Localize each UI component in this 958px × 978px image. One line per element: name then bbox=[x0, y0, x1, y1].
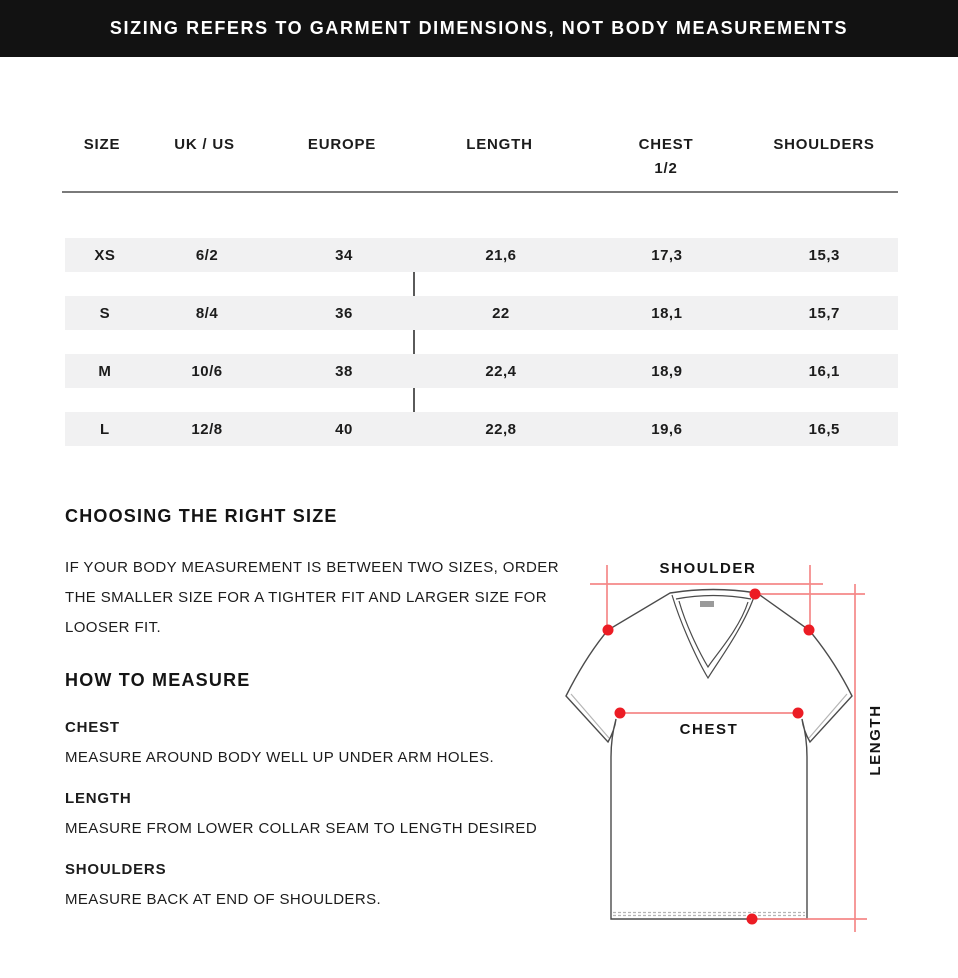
size-table-header-row bbox=[62, 135, 898, 179]
measure-item-length bbox=[65, 790, 547, 843]
cell-europe: 40 bbox=[335, 420, 353, 438]
size-table bbox=[62, 57, 898, 457]
left-chest-point bbox=[615, 708, 626, 719]
cell-size: L bbox=[100, 420, 110, 438]
cell-length: 22 bbox=[492, 304, 510, 322]
column-header-uk-us: UK / US bbox=[174, 136, 235, 153]
chest-label: CHEST bbox=[679, 721, 739, 738]
collar-seam-point bbox=[750, 589, 761, 600]
table-row-l bbox=[65, 412, 898, 446]
how-to-measure-section bbox=[65, 670, 547, 932]
table-row-xs bbox=[65, 238, 898, 272]
cell-europe: 36 bbox=[335, 304, 353, 322]
cell-uk-us: 8/4 bbox=[195, 304, 219, 322]
measure-item-label: LENGTH bbox=[65, 790, 132, 807]
choosing-size-title: CHOOSING THE RIGHT SIZE bbox=[65, 506, 338, 526]
header-rule bbox=[62, 191, 898, 193]
column-header-chest: CHEST 1/2 bbox=[638, 136, 694, 177]
tshirt-outline bbox=[566, 590, 852, 920]
how-to-measure-title: HOW TO MEASURE bbox=[65, 670, 251, 690]
cell-size: S bbox=[99, 304, 111, 322]
cell-shoulders: 15,7 bbox=[808, 304, 840, 322]
collar-brand-tag bbox=[700, 601, 714, 607]
right-shoulder-point bbox=[804, 625, 815, 636]
cell-europe: 38 bbox=[335, 362, 353, 380]
measure-item-text: MEASURE FROM LOWER COLLAR SEAM TO LENGTH DESIRED bbox=[65, 820, 538, 837]
column-header-shoulders: SHOULDERS bbox=[773, 136, 875, 153]
cell-uk-us: 6/2 bbox=[195, 246, 219, 264]
measure-item-shoulders bbox=[65, 861, 547, 914]
cell-size: M bbox=[98, 362, 112, 380]
cell-length: 21,6 bbox=[485, 246, 517, 264]
cell-uk-us: 10/6 bbox=[191, 362, 223, 380]
table-row-s bbox=[65, 296, 898, 330]
banner bbox=[0, 0, 958, 57]
measure-item-label: CHEST bbox=[65, 719, 120, 736]
choosing-size-text: IF YOUR BODY MEASUREMENT IS BETWEEN TWO SIZES, ORDER THE SMALLER SIZE FOR A TIGHTER FIT AND LARGER SIZE FOR LOOSER FIT. bbox=[65, 559, 559, 636]
cell-chest: 18,1 bbox=[651, 304, 683, 322]
cell-shoulders: 16,5 bbox=[808, 420, 840, 438]
cell-uk-us: 12/8 bbox=[191, 420, 223, 438]
column-header-size: SIZE bbox=[83, 136, 121, 153]
hem-point bbox=[747, 914, 758, 925]
cell-shoulders: 16,1 bbox=[808, 362, 840, 380]
right-chest-point bbox=[793, 708, 804, 719]
cell-length: 22,4 bbox=[485, 362, 517, 380]
shoulder-label: SHOULDER bbox=[659, 560, 757, 577]
column-header-europe: EUROPE bbox=[307, 136, 377, 153]
measure-item-chest bbox=[65, 719, 547, 772]
cell-shoulders: 15,3 bbox=[808, 246, 840, 264]
tshirt-diagram-svg bbox=[555, 550, 955, 950]
cell-chest: 19,6 bbox=[651, 420, 683, 438]
measure-item-text: MEASURE AROUND BODY WELL UP UNDER ARM HOLES. bbox=[65, 749, 495, 766]
length-label: LENGTH bbox=[867, 704, 884, 776]
column-header-length: LENGTH bbox=[466, 136, 533, 153]
left-shoulder-point bbox=[603, 625, 614, 636]
cell-chest: 18,9 bbox=[651, 362, 683, 380]
measure-item-text: MEASURE BACK AT END OF SHOULDERS. bbox=[65, 891, 382, 908]
banner-text: SIZING REFERS TO GARMENT DIMENSIONS, NOT BODY MEASUREMENTS bbox=[109, 18, 849, 38]
table-row-m bbox=[65, 354, 898, 388]
cell-size: XS bbox=[94, 246, 116, 264]
cell-chest: 17,3 bbox=[651, 246, 683, 264]
cell-europe: 34 bbox=[335, 246, 353, 264]
tshirt-measurement-diagram bbox=[555, 550, 955, 950]
cell-length: 22,8 bbox=[485, 420, 517, 438]
choosing-size-section bbox=[65, 506, 570, 643]
measure-item-label: SHOULDERS bbox=[65, 861, 167, 878]
